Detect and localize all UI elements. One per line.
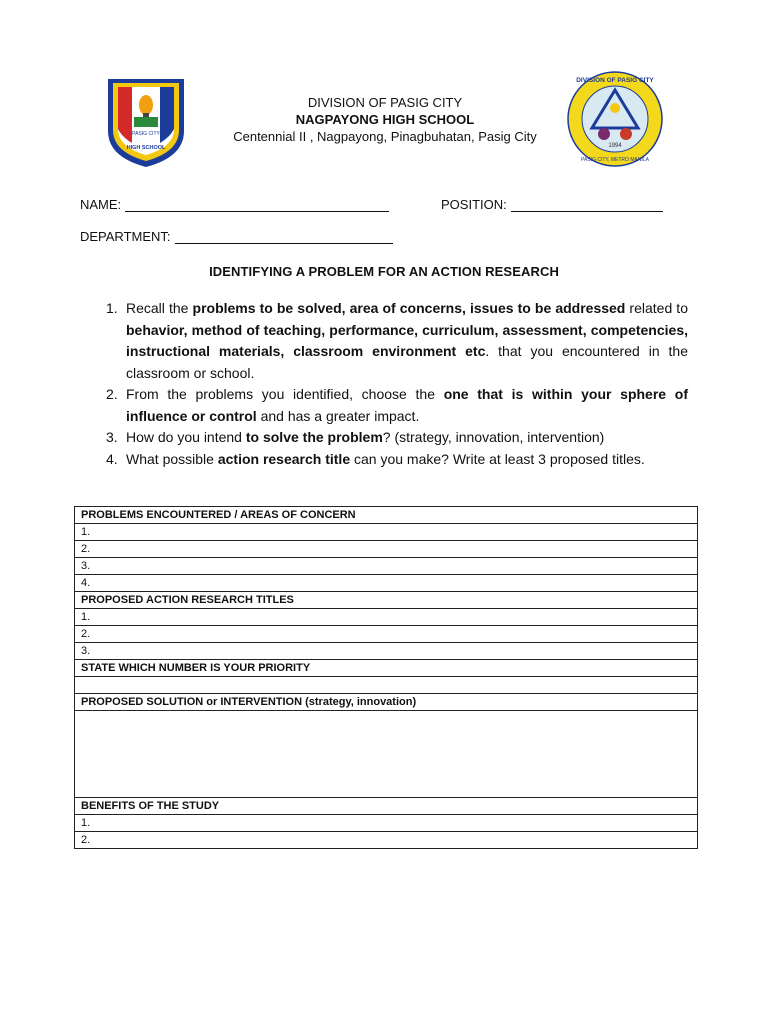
instruction-number: 3. — [106, 429, 118, 445]
problems-header: PROBLEMS ENCOUNTERED / AREAS OF CONCERN — [75, 507, 698, 524]
instruction-item — [100, 298, 688, 384]
school-address: Centennial II , Nagpayong, Pinagbuhatan, Pasig City — [233, 129, 537, 144]
left-seal-inner-text: PASIG CITY — [132, 131, 160, 137]
instruction-text: and has a greater impact. — [256, 407, 420, 424]
department-label: DEPARTMENT: — [80, 229, 171, 244]
instruction-text: . that you encountered in the classroom or school. — [126, 343, 688, 381]
instruction-emphasis: action research title — [217, 450, 351, 467]
problem-row-1[interactable]: 1. — [75, 524, 698, 541]
position-label: POSITION: — [441, 197, 507, 212]
division-seal-icon — [566, 70, 664, 168]
instruction-emphasis: to solve the problem — [245, 429, 383, 445]
instruction-emphasis: problems to be solved, area of concerns, issues to be addressed — [192, 300, 626, 316]
school-name: NAGPAYONG HIGH SCHOOL — [295, 112, 475, 127]
instructions-list — [100, 298, 688, 470]
instruction-item — [100, 427, 688, 449]
document-header — [200, 94, 570, 145]
problem-row-2[interactable]: 2. — [75, 541, 698, 558]
benefit-row-1[interactable]: 1. — [75, 815, 698, 832]
instruction-text: ? (strategy, innovation, intervention) — [382, 429, 605, 445]
titles-header: PROPOSED ACTION RESEARCH TITLES — [75, 592, 698, 609]
title-row-1[interactable]: 1. — [75, 609, 698, 626]
position-line[interactable] — [511, 199, 663, 212]
priority-row[interactable] — [75, 677, 698, 694]
left-seal-bottom-text: HIGH SCHOOL — [126, 145, 166, 151]
title-row-2[interactable]: 2. — [75, 626, 698, 643]
school-seal-icon — [104, 73, 188, 169]
instruction-number: 4. — [106, 450, 118, 467]
page-title: IDENTIFYING A PROBLEM FOR AN ACTION RESEARCH — [209, 264, 559, 279]
name-label: NAME: — [80, 197, 122, 212]
benefit-row-2[interactable]: 2. — [75, 832, 698, 849]
division-name: DIVISION OF PASIG CITY — [307, 95, 463, 110]
solution-header: PROPOSED SOLUTION or INTERVENTION (strategy, innovation) — [75, 694, 698, 711]
instruction-text: What possible — [126, 450, 218, 467]
instruction-text: related to — [625, 300, 688, 316]
name-field — [80, 197, 389, 212]
name-line[interactable] — [125, 199, 389, 212]
instruction-text: can you make? Write at least 3 proposed titles. — [350, 450, 645, 467]
position-field — [441, 197, 663, 212]
department-field — [80, 229, 393, 244]
research-form-table — [74, 506, 698, 849]
right-seal-year: 1994 — [608, 143, 622, 149]
instruction-text: From the problems you identified, choose the — [126, 386, 444, 402]
instruction-emphasis: behavior, method of teaching, performance, curriculum, assessment, competencies, instructional materials, classroom environment etc — [126, 321, 688, 359]
instruction-item — [100, 449, 688, 471]
benefits-header: BENEFITS OF THE STUDY — [75, 798, 698, 815]
instruction-emphasis: one that is within your sphere of influence or control — [126, 386, 688, 424]
instruction-number: 1. — [106, 300, 118, 316]
right-seal-ring-text: DIVISION OF PASIG CITY — [576, 77, 654, 84]
instruction-text: How do you intend — [126, 429, 246, 445]
right-seal-bottom-text: PASIG CITY, METRO MANILA — [581, 157, 649, 163]
department-line[interactable] — [175, 231, 393, 244]
solution-row[interactable] — [75, 711, 698, 798]
problem-row-4[interactable]: 4. — [75, 575, 698, 592]
instruction-text: Recall the — [126, 300, 193, 316]
instruction-number: 2. — [106, 386, 118, 402]
title-row-3[interactable]: 3. — [75, 643, 698, 660]
instruction-item — [100, 384, 688, 427]
priority-header: STATE WHICH NUMBER IS YOUR PRIORITY — [75, 660, 698, 677]
problem-row-3[interactable]: 3. — [75, 558, 698, 575]
